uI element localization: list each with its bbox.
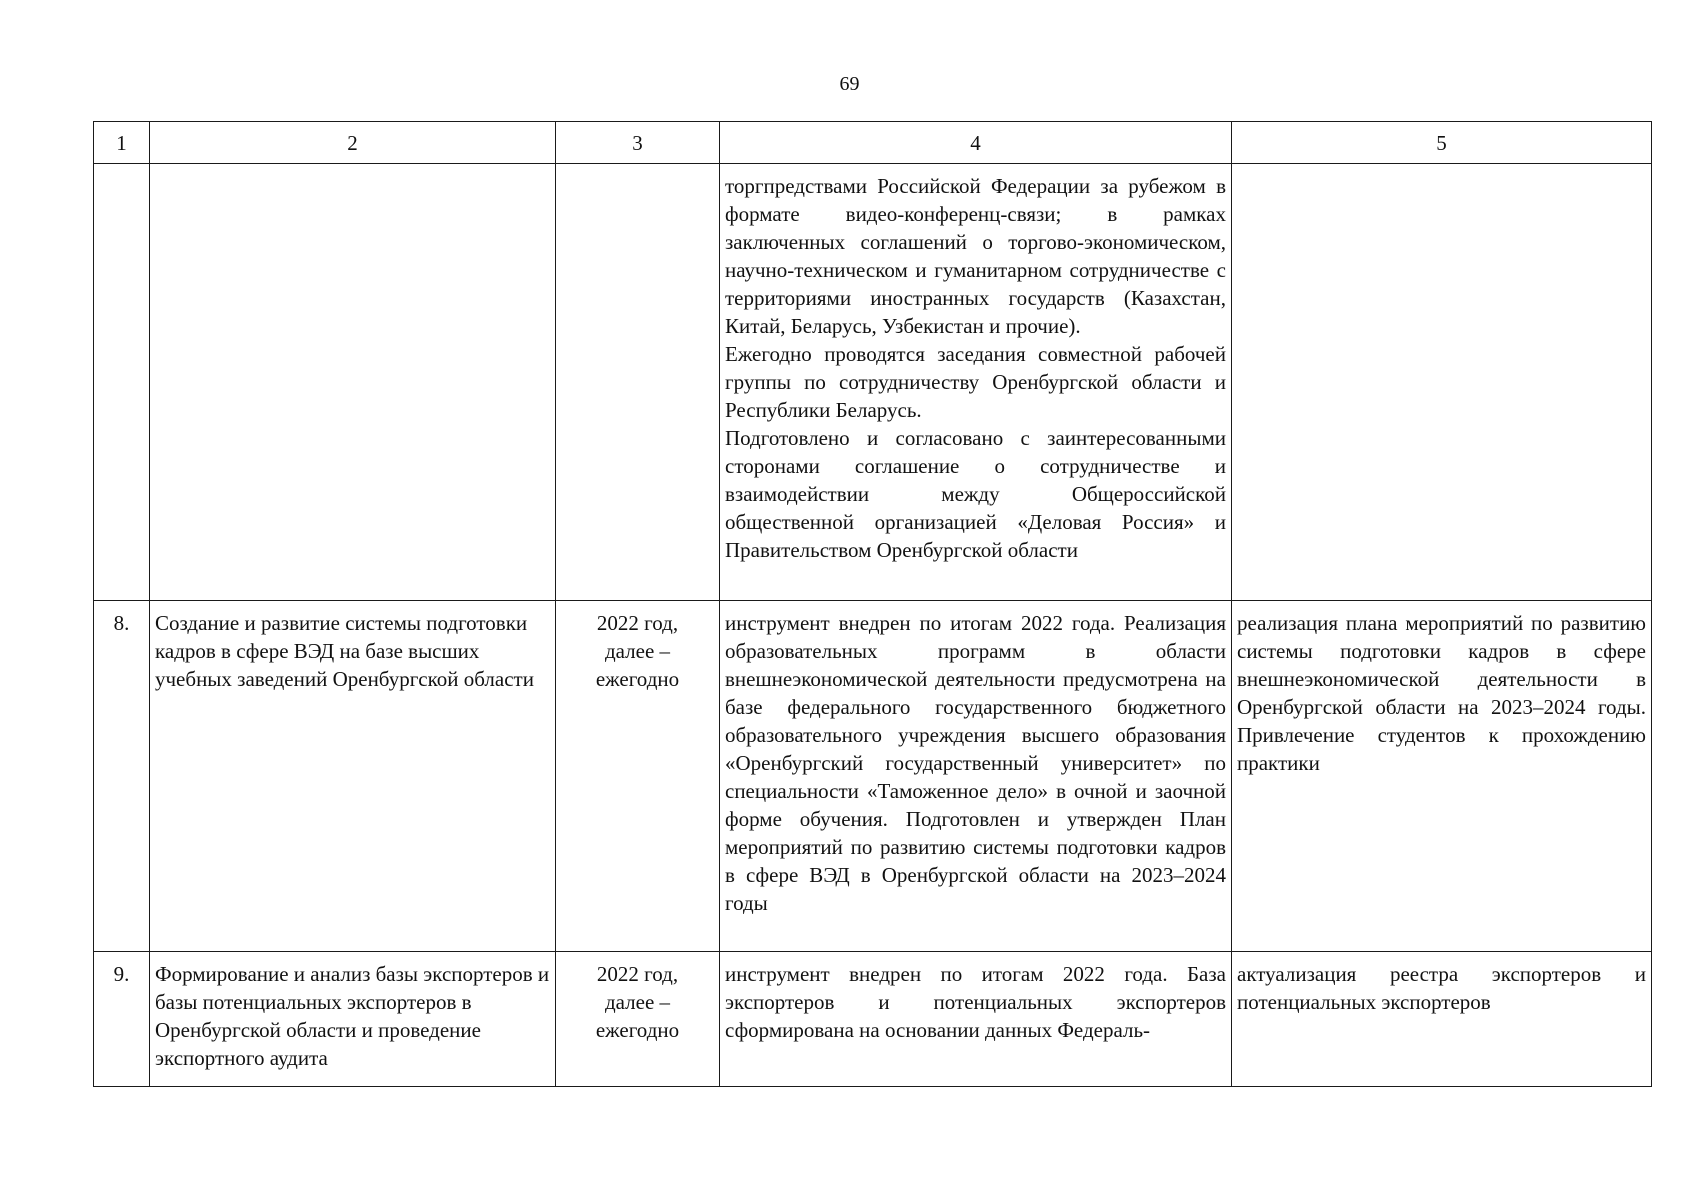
deadline-cell (556, 601, 720, 952)
row-number-cell (94, 164, 150, 601)
row-number-cell: 9. (94, 952, 150, 1087)
deadline-line: далее – (604, 990, 671, 1014)
table-row (94, 601, 1652, 952)
deadline-cell (556, 164, 720, 601)
deadline-line: ежегодно (595, 1018, 680, 1042)
deadline-line: 2022 год, (596, 962, 679, 986)
measure-name-cell: Формирование и анализ базы экспортеров и базы потенциальных экспортеров в Оренбургской области и проведение экспортного аудита (150, 952, 556, 1087)
header-row (94, 122, 1652, 164)
header-col-2: 2 (150, 122, 556, 164)
table-row (94, 164, 1652, 601)
measure-name-cell: Создание и развитие системы подготовки кадров в сфере ВЭД на базе высших учебных заведений Оренбургской области (150, 601, 556, 952)
row-number-cell: 8. (94, 601, 150, 952)
status-cell: инструмент внедрен по итогам 2022 года. База экспортеров и потенциальных экспортеров сформирована на основании данных Федераль- (720, 952, 1232, 1087)
status-paragraph: Ежегодно проводятся заседания совместной рабочей группы по сотрудничеству Оренбургской области и Республики Беларусь. (725, 342, 1226, 422)
page-number: 69 (839, 73, 860, 95)
header-col-1: 1 (94, 122, 150, 164)
status-paragraph: Подготовлено и согласовано с заинтересованными сторонами соглашение о сотрудничестве и взаимодействии между Общероссийской общественной организацией «Деловая Россия» и Правительством Оренбургской области (725, 426, 1226, 562)
plan-cell: актуализация реестра экспортеров и потенциальных экспортеров (1232, 952, 1652, 1087)
header-col-3: 3 (556, 122, 720, 164)
measure-name-cell (150, 164, 556, 601)
plan-cell (1232, 164, 1652, 601)
header-col-5: 5 (1232, 122, 1652, 164)
document-table (93, 121, 1652, 1087)
deadline-line: 2022 год, (596, 611, 679, 635)
status-paragraph: торгпредствами Российской Федерации за рубежом в формате видео-конференц-связи; в рамках заключенных соглашений о торгово-экономическом, научно-техническом и гуманитарном сотрудничестве с территориями иностранных государств (Казахстан, Китай, Беларусь, Узбекистан и прочие). (725, 174, 1226, 338)
status-cell: инструмент внедрен по итогам 2022 года. Реализация образовательных программ в области внешнеэкономической деятельности предусмотрена на базе федерального государственного бюджетного образовательного учреждения высшего образования «Оренбургский государственный университет» по специальности «Таможенное дело» в очной и заочной форме обучения. Подготовлен и утвержден План мероприятий по развитию системы подготовки кадров в сфере ВЭД в Оренбургской области на 2023–2024 годы (720, 601, 1232, 952)
deadline-line: далее – (604, 639, 671, 663)
table-row (94, 952, 1652, 1087)
header-col-4: 4 (720, 122, 1232, 164)
plan-cell: реализация плана мероприятий по развитию системы подготовки кадров в сфере внешнеэкономической деятельности в Оренбургской области на 2023–2024 годы. Привлечение студентов к прохождению практики (1232, 601, 1652, 952)
status-cell (720, 164, 1232, 601)
deadline-line: ежегодно (595, 667, 680, 691)
deadline-cell (556, 952, 720, 1087)
